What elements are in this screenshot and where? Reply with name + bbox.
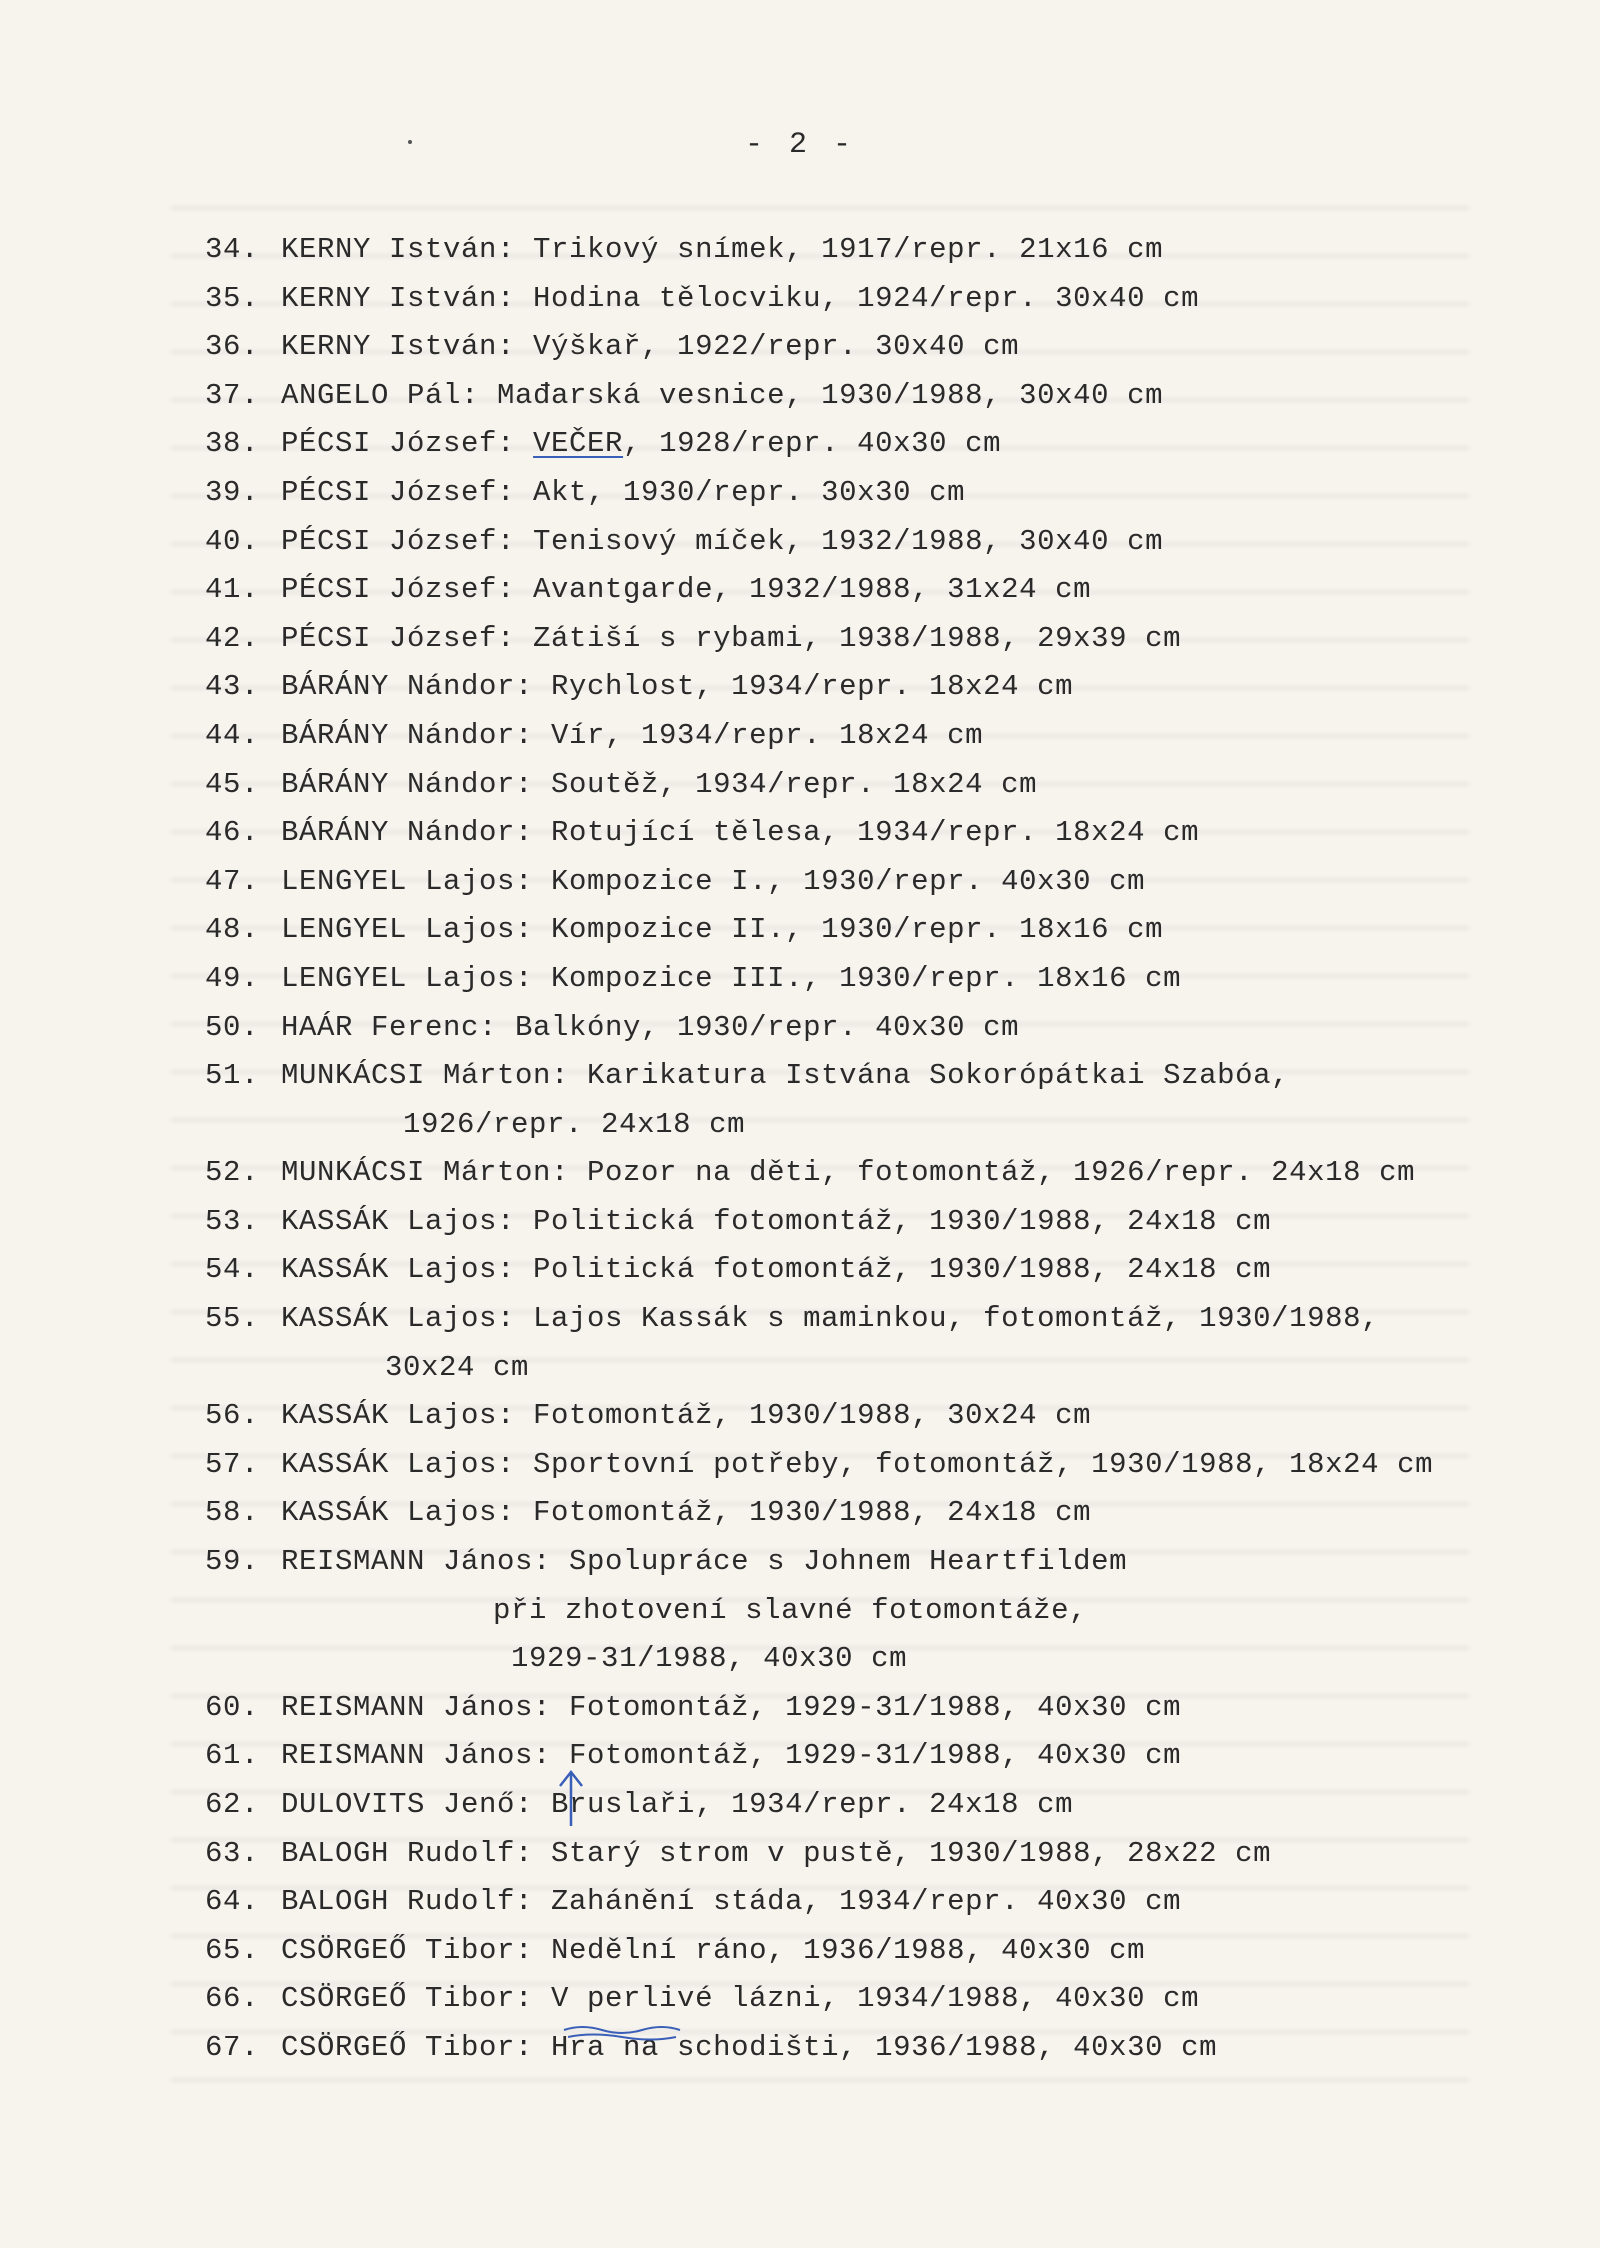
item-number: 53. (205, 1204, 260, 1238)
item-number: 66. (205, 1982, 260, 2016)
item-text: KASSÁK Lajos: Politická fotomontáž, 1930/1988, 24x18 cm (281, 1204, 1272, 1238)
list-item (205, 712, 1585, 761)
list-item (205, 1830, 1585, 1879)
item-text: 1929-31/1988, 40x30 cm (205, 1642, 908, 1676)
item-text: 30x24 cm (205, 1350, 530, 1384)
list-item (205, 1489, 1585, 1538)
item-text: KERNY István: Trikový snímek, 1917/repr. 21x16 cm (281, 233, 1164, 266)
list-item (205, 1198, 1585, 1247)
item-number: 40. (205, 524, 260, 558)
item-number: 35. (205, 281, 260, 315)
item-text: REISMANN János: Fotomontáž, 1929-31/1988, 40x30 cm (281, 1690, 1182, 1724)
list-item (205, 761, 1585, 810)
item-text: PÉCSI József: Akt, 1930/repr. 30x30 cm (281, 475, 966, 509)
item-text: PÉCSI József: Avantgarde, 1932/1988, 31x24 cm (281, 573, 1092, 607)
item-text: BÁRÁNY Nándor: Rychlost, 1934/repr. 18x24 cm (281, 670, 1074, 704)
list-item (205, 1781, 1585, 1830)
exhibit-list (205, 226, 1585, 2073)
item-text: BALOGH Rudolf: Starý strom v pustě, 1930/1988, 28x22 cm (281, 1836, 1272, 1870)
item-text: KASSÁK Lajos: Fotomontáž, 1930/1988, 30x24 cm (281, 1399, 1092, 1433)
item-text: CSÖRGEŐ Tibor: Hra na schodišti, 1936/1988, 40x30 cm (281, 2030, 1218, 2064)
list-item (205, 1538, 1585, 1684)
list-item (205, 469, 1585, 518)
item-number: 47. (205, 864, 260, 898)
item-number: 64. (205, 1885, 260, 1919)
item-number: 45. (205, 767, 260, 801)
item-number: 48. (205, 913, 260, 947)
item-number: 65. (205, 1933, 260, 1967)
item-text: MUNKÁCSI Márton: Pozor na děti, fotomontáž, 1926/repr. 24x18 cm (281, 1156, 1416, 1190)
list-item (205, 275, 1585, 324)
list-item (205, 1878, 1585, 1927)
item-number: 59. (205, 1545, 260, 1579)
item-text: DULOVITS Jenő: Bruslaři, 1934/repr. 24x18 cm (281, 1788, 1074, 1821)
item-text: CSÖRGEŐ Tibor: V perlivé lázni, 1934/1988, 40x30 cm (281, 1982, 1200, 2016)
item-number: 38. (205, 427, 260, 461)
item-text: LENGYEL Lajos: Kompozice II., 1930/repr. 18x16 cm (281, 913, 1164, 947)
item-text: KASSÁK Lajos: Sportovní potřeby, fotomontáž, 1930/1988, 18x24 cm (281, 1447, 1434, 1481)
item-number: 63. (205, 1836, 260, 1870)
item-text: KERNY István: Výškař, 1922/repr. 30x40 cm (281, 330, 1020, 364)
item-text: KASSÁK Lajos: Lajos Kassák s maminkou, fotomontáž, 1930/1988, (281, 1302, 1380, 1336)
item-text: PÉCSI József: (281, 427, 534, 461)
list-item (205, 1975, 1585, 2024)
page-number: - 2 - (744, 128, 855, 162)
list-item (205, 372, 1585, 421)
underlined-title: VEČER (533, 427, 624, 461)
item-text: , 1928/repr. 40x30 cm (623, 427, 1002, 461)
item-number: 50. (205, 1010, 260, 1044)
item-number: 39. (205, 475, 260, 509)
item-text: PÉCSI József: Zátiší s rybami, 1938/1988, 29x39 cm (281, 621, 1182, 655)
item-number: 62. (205, 1788, 260, 1821)
item-text: BÁRÁNY Nándor: Soutěž, 1934/repr. 18x24 cm (281, 767, 1038, 801)
item-number: 56. (205, 1399, 260, 1433)
item-text: HAÁR Ferenc: Balkóny, 1930/repr. 40x30 cm (281, 1010, 1020, 1044)
item-number: 37. (205, 378, 260, 412)
item-number: 67. (205, 2030, 260, 2064)
item-text: BÁRÁNY Nándor: Rotující tělesa, 1934/repr. 18x24 cm (281, 816, 1200, 850)
list-item (205, 663, 1585, 712)
item-number: 60. (205, 1690, 260, 1724)
item-number: 54. (205, 1253, 260, 1287)
item-number: 57. (205, 1447, 260, 1481)
list-item (205, 1684, 1585, 1733)
item-number: 51. (205, 1059, 260, 1093)
item-text: KASSÁK Lajos: Politická fotomontáž, 1930/1988, 24x18 cm (281, 1253, 1272, 1287)
list-item (205, 1246, 1585, 1295)
item-text: ANGELO Pál: Mađarská vesnice, 1930/1988, 30x40 cm (281, 378, 1164, 412)
handwritten-arrow-icon (556, 1768, 586, 1828)
item-text: LENGYEL Lajos: Kompozice I., 1930/repr. 40x30 cm (281, 864, 1146, 898)
item-number: 61. (205, 1739, 260, 1773)
list-item (205, 1004, 1585, 1053)
item-text: BÁRÁNY Nándor: Vír, 1934/repr. 18x24 cm (281, 718, 984, 752)
list-item (205, 2024, 1585, 2073)
item-number: 58. (205, 1496, 260, 1530)
list-item (205, 420, 1585, 469)
item-number: 42. (205, 621, 260, 655)
item-text: REISMANN János: Fotomontáž, 1929-31/1988, 40x30 cm (281, 1739, 1182, 1773)
item-text: CSÖRGEŐ Tibor: Nedělní ráno, 1936/1988, 40x30 cm (281, 1933, 1146, 1967)
item-number: 34. (205, 233, 260, 266)
list-item (205, 1732, 1585, 1781)
list-item (205, 226, 1585, 275)
list-item (205, 323, 1585, 372)
item-number: 44. (205, 718, 260, 752)
item-text: KASSÁK Lajos: Fotomontáž, 1930/1988, 24x18 cm (281, 1496, 1092, 1530)
item-number: 36. (205, 330, 260, 364)
item-text: 1926/repr. 24x18 cm (205, 1107, 746, 1141)
item-text: při zhotovení slavné fotomontáže, (205, 1593, 1088, 1627)
list-item (205, 1052, 1585, 1149)
list-item (205, 809, 1585, 858)
item-number: 55. (205, 1302, 260, 1336)
list-item (205, 906, 1585, 955)
item-text: KERNY István: Hodina tělocviku, 1924/repr. 30x40 cm (281, 281, 1200, 315)
handwritten-squiggle-icon (562, 2022, 682, 2042)
list-item (205, 858, 1585, 907)
item-number: 41. (205, 573, 260, 607)
item-text: MUNKÁCSI Márton: Karikatura Istvána Sokorópátkai Szabóa, (281, 1059, 1290, 1093)
list-item (205, 518, 1585, 567)
item-text: BALOGH Rudolf: Zahánění stáda, 1934/repr. 40x30 cm (281, 1885, 1182, 1919)
list-item (205, 615, 1585, 664)
list-item (205, 1927, 1585, 1976)
list-item (205, 1149, 1585, 1198)
list-item (205, 955, 1585, 1004)
list-item (205, 1392, 1585, 1441)
item-number: 52. (205, 1156, 260, 1190)
item-text: PÉCSI József: Tenisový míček, 1932/1988, 30x40 cm (281, 524, 1164, 558)
item-number: 46. (205, 816, 260, 850)
item-text: REISMANN János: Spolupráce s Johnem Heartfildem (281, 1545, 1128, 1579)
list-item (205, 566, 1585, 615)
item-number: 49. (205, 961, 260, 995)
list-item (205, 1441, 1585, 1490)
item-text: LENGYEL Lajos: Kompozice III., 1930/repr. 18x16 cm (281, 961, 1182, 995)
list-item (205, 1295, 1585, 1392)
item-number: 43. (205, 670, 260, 704)
